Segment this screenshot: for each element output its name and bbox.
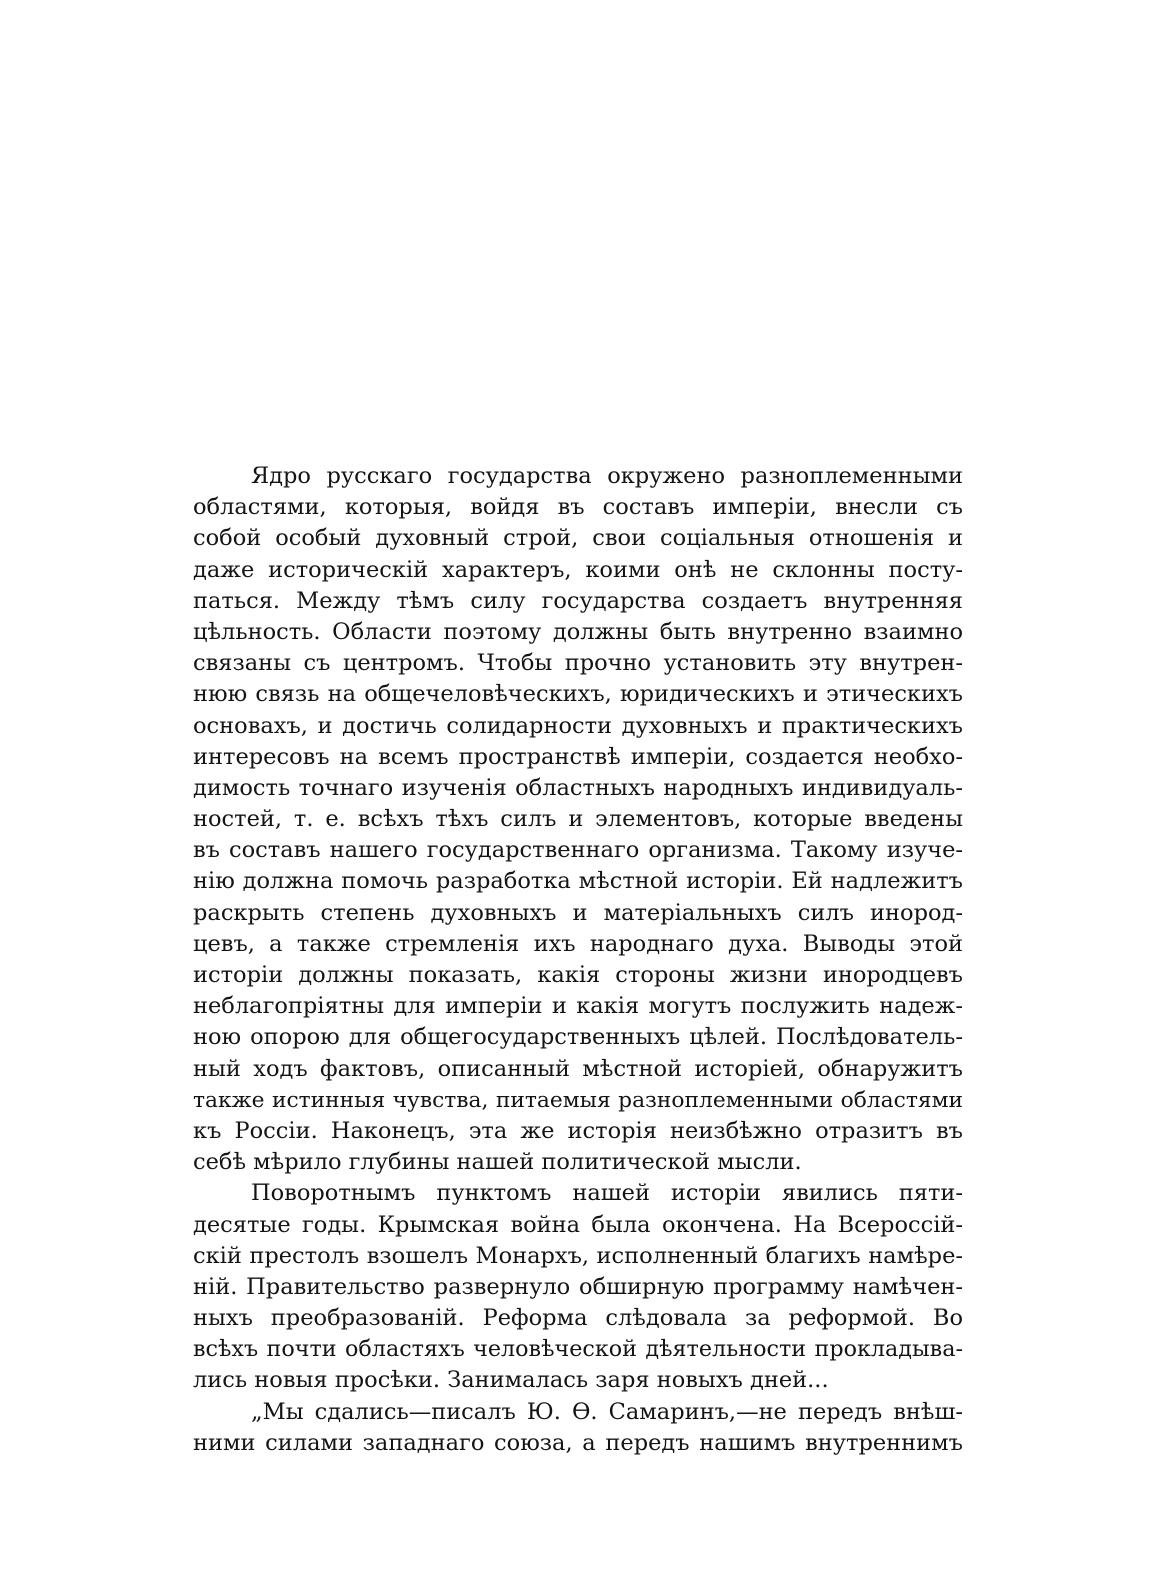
text-line: нію должна помочь разработка мѣстной исторіи. Ей надлежитъ [193, 868, 963, 895]
text-line: ними силами западнаго союза, а передъ нашимъ внутреннимъ [193, 1429, 963, 1456]
text-line: лись новыя просѣки. Занималась заря новыхъ дней... [193, 1367, 829, 1394]
paragraph-2 [193, 1178, 963, 1396]
text-line: основахъ, и достичь солидарности духовныхъ и практическихъ [193, 712, 963, 739]
text-line: къ Россіи. Наконецъ, эта же исторія неизбѣжно отразитъ въ [193, 1117, 963, 1144]
text-line: даже историческій характеръ, коими онѣ не склонны посту- [193, 556, 963, 583]
text-line: исторіи должны показать, какія стороны жизни инородцевъ [193, 962, 963, 988]
paragraph-1 [193, 461, 963, 1178]
text-line: ній. Правительство развернуло обширную программу намѣчен- [193, 1273, 963, 1300]
text-line: ный ходъ фактовъ, описанный мѣстной исторіей, обнаружитъ [193, 1055, 963, 1082]
text-line: связаны съ центромъ. Чтобы прочно установить эту внутрен- [193, 650, 963, 677]
paragraph-3 [193, 1397, 963, 1459]
text-line: раскрыть степень духовныхъ и матеріальныхъ силъ инород- [193, 899, 963, 926]
text-line: Ядро русскаго государства окружено разноплеменными [251, 463, 963, 489]
text-line: собой особый духовный строй, свои соціальныя отношенія и [193, 525, 963, 552]
text-line: „Мы сдались—писалъ Ю. Ѳ. Самаринъ,—не передъ внѣш- [251, 1398, 963, 1425]
body-text [193, 461, 963, 1459]
text-line: ностей, т. е. всѣхъ тѣхъ силъ и элементовъ, которые введены [193, 806, 963, 833]
text-line: димость точнаго изученія областныхъ народныхъ индивидуаль- [193, 774, 963, 801]
text-line: Поворотнымъ пунктомъ нашей исторіи явились пяти- [251, 1180, 963, 1207]
text-line: паться. Между тѣмъ силу государства создаетъ внутренняя [193, 587, 963, 614]
text-line: нюю связь на общечеловѣческихъ, юридическихъ и этическихъ [193, 681, 963, 708]
text-line: себѣ мѣрило глубины нашей политической мысли. [193, 1149, 802, 1176]
text-line: цѣльность. Области поэтому должны быть внутренно взаимно [193, 618, 963, 645]
text-line: неблагопріятны для имперіи и какія могутъ послужить надеж- [193, 993, 963, 1020]
text-line: областями, которыя, войдя въ составъ имперіи, внесли съ [193, 494, 963, 521]
text-line: ною опорою для общегосударственныхъ цѣлей. Послѣдователь- [193, 1024, 963, 1051]
text-line: десятые годы. Крымская война была окончена. На Всероссій- [193, 1211, 963, 1238]
text-line: цевъ, а также стремленія ихъ народнаго духа. Выводы этой [193, 930, 963, 957]
text-line: скій престолъ взошелъ Монархъ, исполненный благихъ намѣре- [193, 1242, 963, 1269]
text-line: ныхъ преобразованій. Реформа слѣдовала за реформой. Во [193, 1305, 963, 1332]
text-line: интересовъ на всемъ пространствѣ имперіи, создается необхо- [193, 743, 963, 770]
text-line: въ составъ нашего государственнаго организма. Такому изуче- [193, 837, 963, 864]
text-line: всѣхъ почти областяхъ человѣческой дѣятельности прокладыва- [193, 1336, 963, 1363]
text-line: также истинныя чувства, питаемыя разноплеменными областями [193, 1087, 963, 1113]
